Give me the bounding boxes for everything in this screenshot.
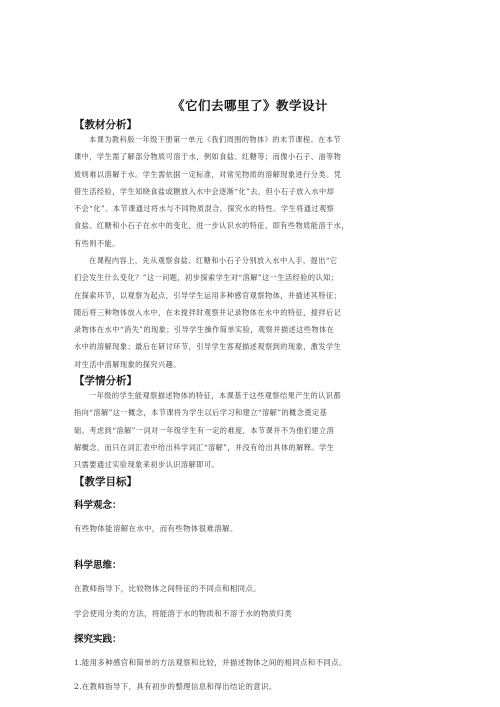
science-thinking-line: 在教师指导下，比较物体之间特征的不同点和相同点。: [74, 584, 261, 593]
science-concept-text: 有些物体能溶解在水中，而有些物体很难溶解。: [74, 524, 238, 533]
learner-analysis-paragraph: [74, 387, 444, 473]
text-line: 水中的溶解现象；最后在研讨环节，引导学生客观描述观察到的现象，激发学生: [74, 342, 342, 352]
text-line: 本课为教科版一年级下册第一单元《我们周围的物体》的末节课程。在本节: [89, 135, 342, 144]
text-line: 只需要通过实验现象来初步认识溶解即可。: [74, 460, 220, 470]
text-line: 础。考虑到“溶解”一词对一年级学生有一定的难度，本节课并不为他们建立溶: [74, 425, 335, 435]
section-heading-objectives: 【教学目标】: [74, 476, 137, 488]
science-thinking-line: 学会使用分类的方法，将能溶于水的物质和不溶于水的物质归类: [74, 609, 293, 618]
text-line: 不会“化”。本节课通过将水与不同物质混合，探究水的特性。学生将通过观察: [74, 204, 335, 214]
subheading-inquiry-practice: 探究实践：: [74, 634, 122, 645]
text-line: 在课程内容上，先从观察食盐、红糖和小石子分别放入水中入手，提出“它: [89, 256, 338, 265]
text-line: 一年级的学生能观察描述物体的特征，本课基于这些观察结果产生的认识都: [89, 391, 342, 400]
text-line: 指向“溶解”这一概念，本节课将为学生以后学习和建立“溶解”的概念奠定基: [74, 408, 328, 418]
inquiry-practice-line: 1.能用多种感官和简单的方法观察和比较，并描述物体之间的相同点和不同点。: [74, 658, 347, 667]
text-line: 质则难以溶解于水。学生需依据一定标准，对常见物质的溶解现象进行分类。凭: [74, 169, 342, 179]
subheading-science-thinking: 科学思维：: [74, 560, 122, 571]
text-line: 解概念，而只在词汇表中给出科学词汇“溶解”，并没有给出具体的解释。学生: [74, 442, 335, 452]
text-line: 在探索环节，以观察为起点，引导学生运用多种感官观察物体，并描述其特征；: [74, 290, 342, 300]
section-heading-textbook-analysis: 【教材分析】: [74, 119, 137, 131]
text-line: 借生活经验，学生知晓食盐或糖放入水中会逐渐“化”去，但小石子放入水中却: [74, 186, 335, 196]
inquiry-practice-line: 2.在教师指导下，具有初步的整理信息和得出结论的意识。: [74, 682, 277, 691]
text-line: 课中，学生需了解部分物质可溶于水，例如食盐、红糖等；而像小石子、油等物: [74, 152, 342, 162]
text-line: 随后将三种物体放入水中，在未搅拌时观察并记录物体在水中的特征，搅拌后记: [74, 307, 342, 317]
textbook-analysis-paragraph-2: [74, 252, 444, 373]
section-heading-learner-analysis: 【学情分析】: [74, 375, 137, 387]
document-title: 《它们去哪里了》教学设计: [171, 98, 328, 113]
text-line: 们会发生什么变化？”这一问题，初步探索学生对“溶解”这一生活经验的认知；: [74, 273, 339, 283]
subheading-science-concept: 科学观念：: [74, 500, 122, 511]
text-line: 食盐、红糖和小石子在水中的变化，进一步认识水的特征，即有些物质能溶于水，: [74, 221, 349, 231]
text-line: 录物体在水中“消失”的现象；引导学生操作简单实验，观察并描述这些物体在: [74, 325, 335, 335]
text-line: 对生活中溶解现象的探究兴趣。: [74, 359, 181, 369]
textbook-analysis-paragraph-1: [74, 131, 444, 252]
text-line: 有些则不能。: [74, 238, 120, 248]
